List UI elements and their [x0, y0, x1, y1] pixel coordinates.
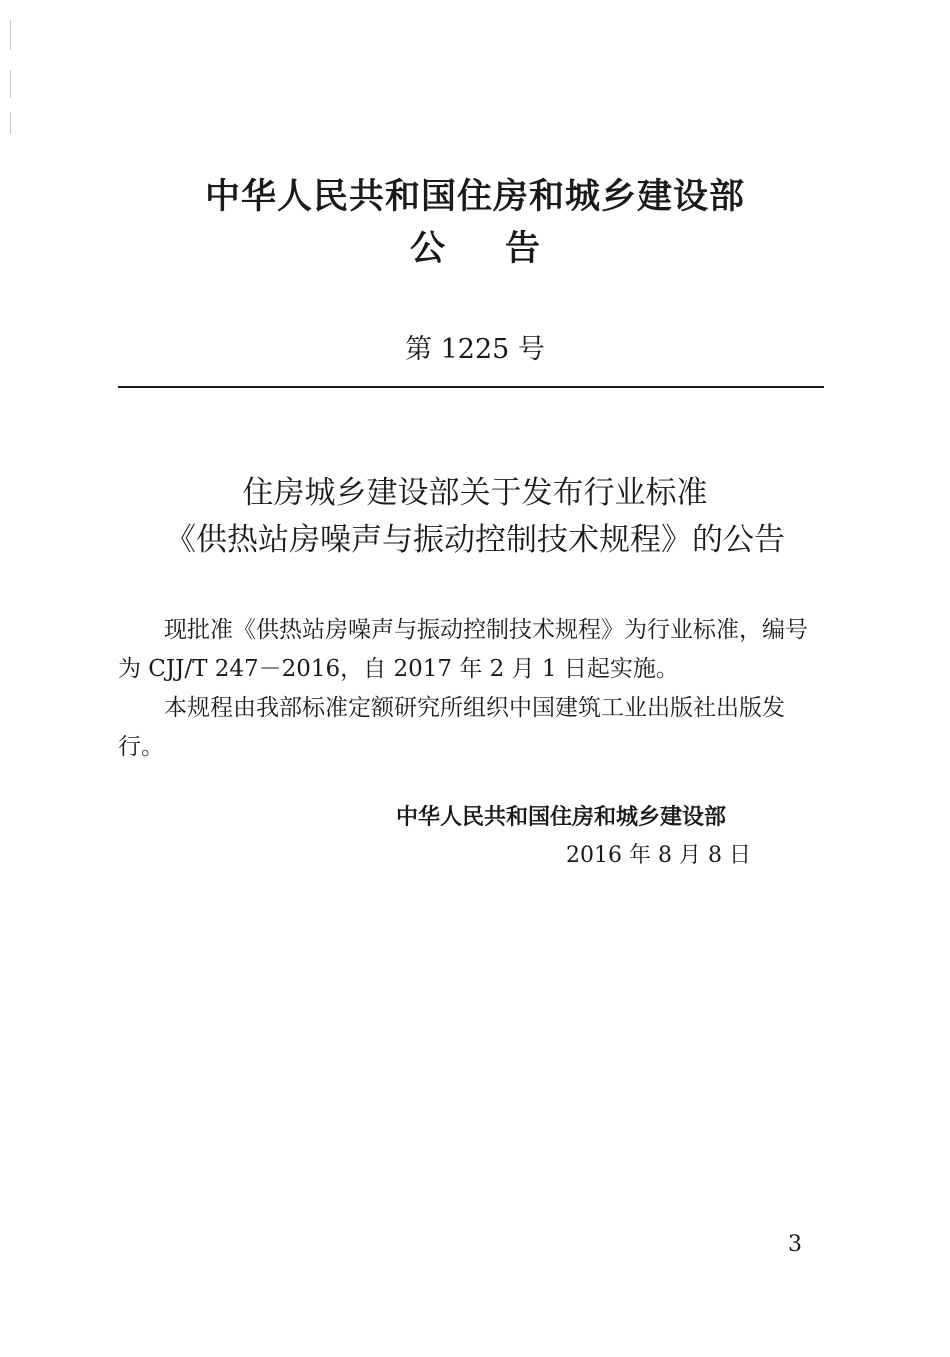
subject-line-1: 住房城乡建设部关于发布行业标准: [242, 475, 708, 511]
header-divider: [118, 386, 824, 388]
issuer-title: 中华人民共和国住房和城乡建设部: [204, 177, 745, 217]
signature-organization: 中华人民共和国住房和城乡建设部: [396, 805, 727, 830]
scan-edge-mark: [10, 112, 11, 134]
notice-body: [118, 611, 830, 767]
notice-number: 第 1225 号: [405, 334, 545, 365]
signature-date: 2016 年 8 月 8 日: [566, 843, 751, 868]
body-paragraph: 本规程由我部标准定额研究所组织中国建筑工业出版社出版发行。: [118, 695, 785, 760]
scan-edge-mark: [10, 70, 11, 98]
document-type-heading: 公告: [409, 229, 600, 269]
subject-line-2: 《供热站房噪声与振动控制技术规程》的公告: [165, 522, 785, 558]
scan-edge-mark: [10, 20, 11, 50]
notice-subject: [0, 470, 950, 564]
page-number: 3: [788, 1232, 802, 1257]
body-paragraph: 现批准《供热站房噪声与振动控制技术规程》为行业标准，编号为 CJJ/T 247－2016，自 2017 年 2 月 1 日起实施。: [118, 617, 808, 682]
